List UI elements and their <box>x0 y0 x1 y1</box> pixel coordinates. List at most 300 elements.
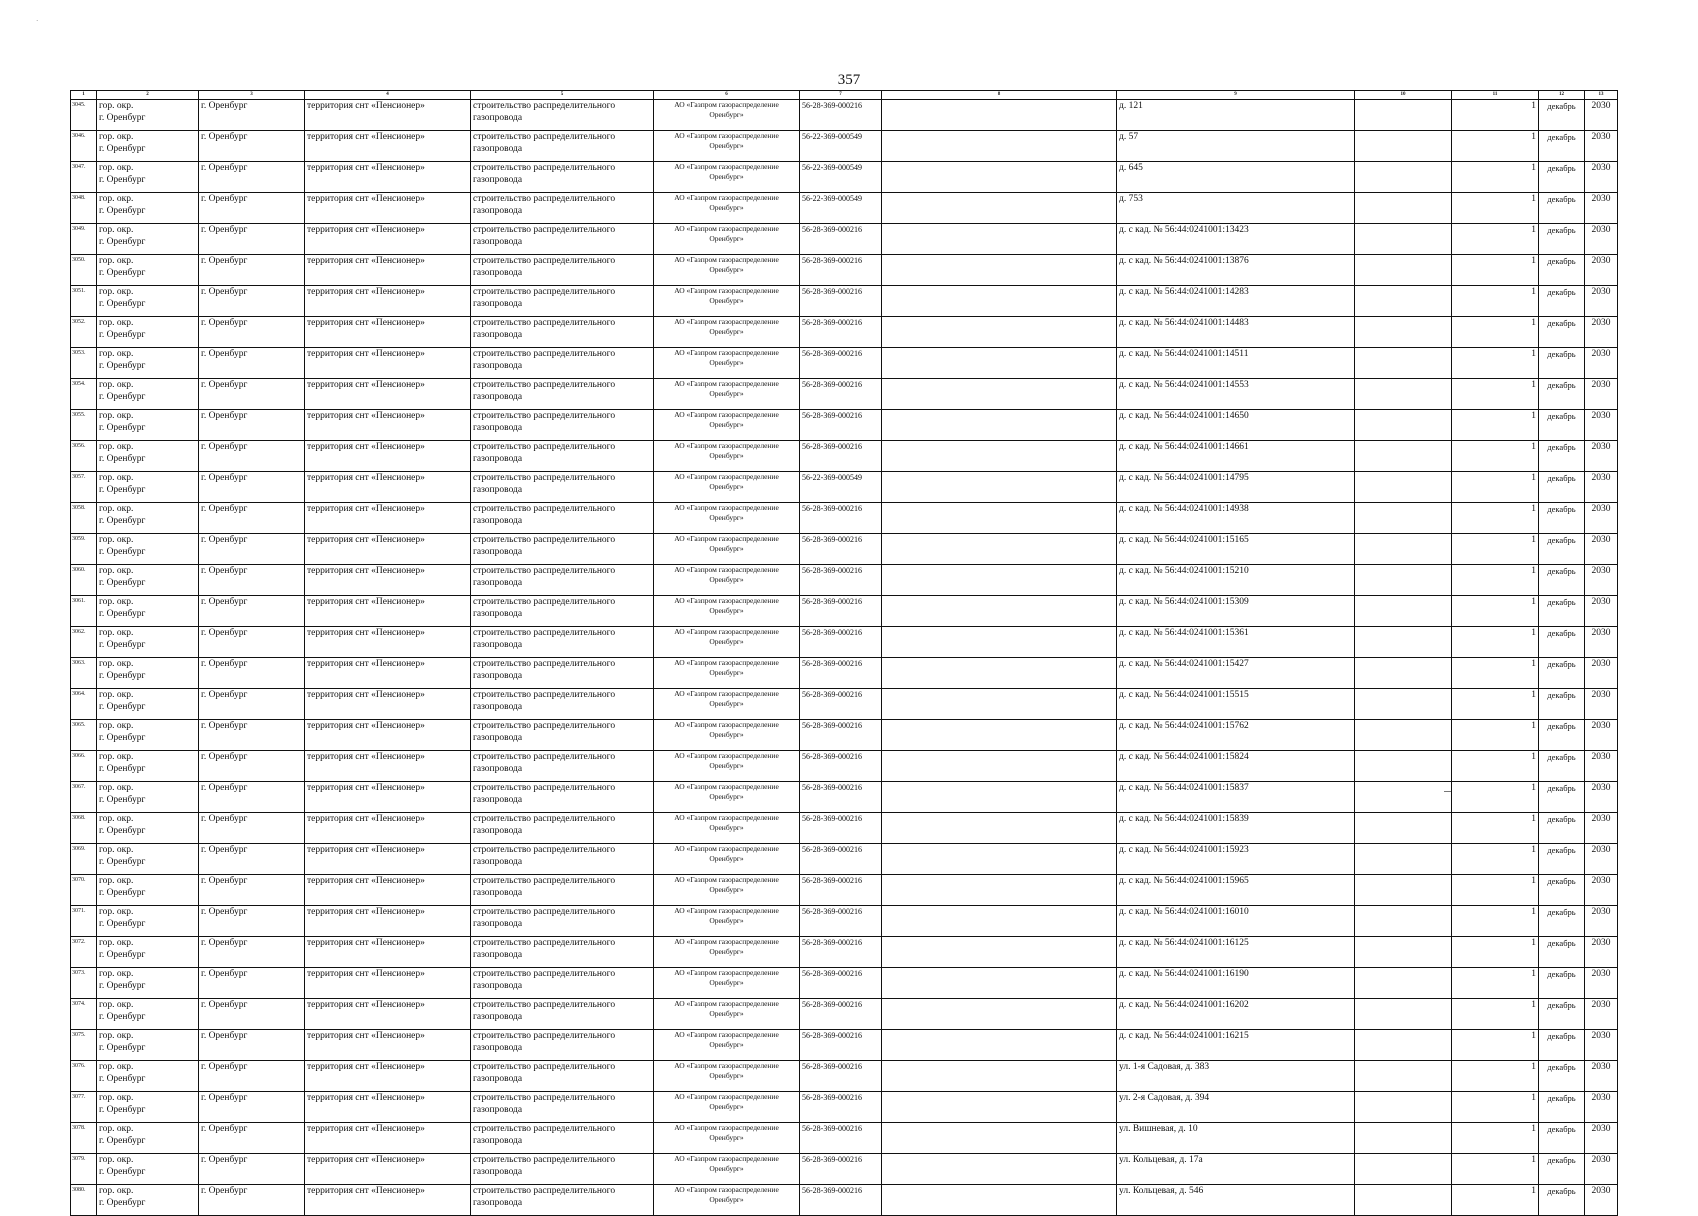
address-cell-text: д. с кад. № 56:44:0241001:14553 <box>1119 380 1249 390</box>
row-number <box>71 1154 97 1185</box>
owner-cell-text: АО «Газпром газораспределение <box>674 906 779 915</box>
year-cell <box>1585 689 1618 720</box>
row-number-text: 3057. <box>72 474 86 480</box>
year-cell-text: 2030 <box>1591 473 1611 483</box>
month-cell <box>1539 1123 1585 1154</box>
purpose-cell-text: строительство распределительного <box>473 163 616 173</box>
purpose-cell-text: строительство распределительного <box>473 473 616 483</box>
purpose-cell <box>471 286 654 317</box>
month-cell-text: декабрь <box>1547 163 1576 173</box>
purpose-cell <box>471 999 654 1030</box>
month-cell-text: декабрь <box>1547 1062 1576 1072</box>
column-10-cell <box>1355 906 1452 937</box>
row-number <box>71 193 97 224</box>
purpose-cell-text: газопровода <box>473 1012 523 1022</box>
year-cell-text: 2030 <box>1591 1186 1611 1196</box>
address-cell <box>1117 472 1355 503</box>
plot-cell <box>882 968 1117 999</box>
owner-cell-text: АО «Газпром газораспределение <box>674 162 779 171</box>
district-cell-text: гор. окр. <box>99 1031 134 1041</box>
territory-cell <box>305 751 471 782</box>
owner-cell <box>654 627 800 658</box>
address-cell <box>1117 1030 1355 1061</box>
purpose-cell <box>471 410 654 441</box>
quantity-cell-text: 1 <box>1531 938 1536 948</box>
owner-cell <box>654 286 800 317</box>
district-cell-text: г. Оренбург <box>99 547 146 557</box>
owner-cell <box>654 1123 800 1154</box>
code-cell <box>800 100 882 131</box>
column-header: 3 <box>199 91 305 100</box>
code-cell <box>800 968 882 999</box>
quantity-cell-text: 1 <box>1531 1186 1536 1196</box>
month-cell <box>1539 131 1585 162</box>
month-cell <box>1539 782 1585 813</box>
territory-cell <box>305 844 471 875</box>
owner-cell <box>654 224 800 255</box>
settlement-cell-text: г. Оренбург <box>201 318 248 328</box>
purpose-cell <box>471 1061 654 1092</box>
row-number-text: 3076. <box>72 1063 86 1069</box>
quantity-cell-text: 1 <box>1531 256 1536 266</box>
owner-cell <box>654 751 800 782</box>
settlement-cell <box>199 906 305 937</box>
settlement-cell <box>199 813 305 844</box>
year-cell-text: 2030 <box>1591 349 1611 359</box>
month-cell-text: декабрь <box>1547 411 1576 421</box>
code-cell-text: 56-28-369-000216 <box>802 1124 862 1133</box>
quantity-cell <box>1452 348 1539 379</box>
owner-cell-text: Оренбург» <box>709 544 744 553</box>
column-number-row <box>71 91 1618 100</box>
code-cell-text: 56-28-369-000216 <box>802 504 862 513</box>
quantity-cell <box>1452 627 1539 658</box>
year-cell <box>1585 255 1618 286</box>
plot-cell <box>882 1030 1117 1061</box>
quantity-cell <box>1452 317 1539 348</box>
row-number <box>71 503 97 534</box>
owner-cell <box>654 1030 800 1061</box>
year-cell-text: 2030 <box>1591 1031 1611 1041</box>
month-cell-text: декабрь <box>1547 318 1576 328</box>
owner-cell-text: АО «Газпром газораспределение <box>674 472 779 481</box>
table-row <box>71 875 1618 906</box>
quantity-cell-text: 1 <box>1531 380 1536 390</box>
owner-cell <box>654 255 800 286</box>
district-cell-text: г. Оренбург <box>99 175 146 185</box>
purpose-cell <box>471 937 654 968</box>
month-cell-text: декабрь <box>1547 783 1576 793</box>
owner-cell-text: АО «Газпром газораспределение <box>674 441 779 450</box>
territory-cell-text: территория снт «Пенсионер» <box>307 1155 425 1165</box>
column-10-cell <box>1355 813 1452 844</box>
owner-cell <box>654 875 800 906</box>
code-cell <box>800 193 882 224</box>
column-10-cell <box>1355 689 1452 720</box>
purpose-cell <box>471 720 654 751</box>
address-cell <box>1117 689 1355 720</box>
district-cell <box>97 844 199 875</box>
owner-cell-text: Оренбург» <box>709 203 744 212</box>
column-10-cell <box>1355 162 1452 193</box>
owner-cell-text: Оренбург» <box>709 575 744 584</box>
month-cell-text: декабрь <box>1547 845 1576 855</box>
plot-cell <box>882 472 1117 503</box>
owner-cell-text: АО «Газпром газораспределение <box>674 1123 779 1132</box>
month-cell <box>1539 503 1585 534</box>
code-cell-text: 56-28-369-000216 <box>802 845 862 854</box>
purpose-cell <box>471 751 654 782</box>
month-cell <box>1539 844 1585 875</box>
purpose-cell-text: газопровода <box>473 361 523 371</box>
settlement-cell-text: г. Оренбург <box>201 535 248 545</box>
district-cell <box>97 689 199 720</box>
territory-cell-text: территория снт «Пенсионер» <box>307 1000 425 1010</box>
purpose-cell-text: строительство распределительного <box>473 504 616 514</box>
district-cell <box>97 627 199 658</box>
table-row <box>71 1123 1618 1154</box>
settlement-cell <box>199 472 305 503</box>
address-cell <box>1117 968 1355 999</box>
district-cell-text: г. Оренбург <box>99 361 146 371</box>
district-cell-text: г. Оренбург <box>99 1167 146 1177</box>
territory-cell-text: территория снт «Пенсионер» <box>307 969 425 979</box>
district-cell <box>97 875 199 906</box>
purpose-cell <box>471 906 654 937</box>
year-cell-text: 2030 <box>1591 225 1611 235</box>
settlement-cell <box>199 658 305 689</box>
column-10-cell <box>1355 1030 1452 1061</box>
owner-cell <box>654 348 800 379</box>
year-cell <box>1585 379 1618 410</box>
month-cell <box>1539 224 1585 255</box>
purpose-cell-text: газопровода <box>473 392 523 402</box>
address-cell <box>1117 565 1355 596</box>
month-cell <box>1539 658 1585 689</box>
district-cell-text: г. Оренбург <box>99 516 146 526</box>
owner-cell-text: Оренбург» <box>709 451 744 460</box>
settlement-cell <box>199 224 305 255</box>
column-header: 7 <box>800 91 882 100</box>
district-cell-text: г. Оренбург <box>99 392 146 402</box>
year-cell <box>1585 875 1618 906</box>
purpose-cell-text: газопровода <box>473 1167 523 1177</box>
address-cell-text: д. с кад. № 56:44:0241001:15824 <box>1119 752 1249 762</box>
month-cell-text: декабрь <box>1547 721 1576 731</box>
table-row <box>71 689 1618 720</box>
year-cell <box>1585 534 1618 565</box>
column-10-cell <box>1355 658 1452 689</box>
table-row <box>71 658 1618 689</box>
code-cell-text: 56-22-369-000549 <box>802 163 862 172</box>
quantity-cell-text: 1 <box>1531 194 1536 204</box>
purpose-cell-text: строительство распределительного <box>473 318 616 328</box>
owner-cell-text: Оренбург» <box>709 637 744 646</box>
district-cell <box>97 782 199 813</box>
territory-cell <box>305 1061 471 1092</box>
plot-cell <box>882 348 1117 379</box>
plot-cell <box>882 255 1117 286</box>
owner-cell <box>654 503 800 534</box>
territory-cell-text: территория снт «Пенсионер» <box>307 1031 425 1041</box>
address-cell <box>1117 1185 1355 1216</box>
code-cell-text: 56-28-369-000216 <box>802 318 862 327</box>
year-cell <box>1585 658 1618 689</box>
purpose-cell-text: газопровода <box>473 144 523 154</box>
owner-cell-text: АО «Газпром газораспределение <box>674 534 779 543</box>
code-cell <box>800 999 882 1030</box>
district-cell-text: г. Оренбург <box>99 702 146 712</box>
purpose-cell-text: газопровода <box>473 764 523 774</box>
purpose-cell-text: строительство распределительного <box>473 1062 616 1072</box>
settlement-cell-text: г. Оренбург <box>201 721 248 731</box>
code-cell-text: 56-28-369-000216 <box>802 721 862 730</box>
plot-cell <box>882 658 1117 689</box>
row-number-text: 3072. <box>72 939 86 945</box>
table-row <box>71 441 1618 472</box>
quantity-cell-text: 1 <box>1531 659 1536 669</box>
district-cell-text: гор. окр. <box>99 907 134 917</box>
column-header: 9 <box>1117 91 1355 100</box>
month-cell-text: декабрь <box>1547 566 1576 576</box>
district-cell-text: гор. окр. <box>99 1000 134 1010</box>
row-number-text: 3055. <box>72 412 86 418</box>
row-number-text: 3071. <box>72 908 86 914</box>
settlement-cell <box>199 162 305 193</box>
owner-cell <box>654 937 800 968</box>
row-number-text: 3070. <box>72 877 86 883</box>
district-cell <box>97 317 199 348</box>
year-cell <box>1585 472 1618 503</box>
district-cell <box>97 1154 199 1185</box>
code-cell-text: 56-28-369-000216 <box>802 876 862 885</box>
row-number <box>71 317 97 348</box>
district-cell <box>97 193 199 224</box>
territory-cell <box>305 565 471 596</box>
owner-cell-text: АО «Газпром газораспределение <box>674 1092 779 1101</box>
purpose-cell <box>471 224 654 255</box>
code-cell-text: 56-28-369-000216 <box>802 566 862 575</box>
column-header: 10 <box>1355 91 1452 100</box>
territory-cell-text: территория снт «Пенсионер» <box>307 101 425 111</box>
settlement-cell-text: г. Оренбург <box>201 411 248 421</box>
address-cell <box>1117 162 1355 193</box>
address-cell <box>1117 782 1355 813</box>
territory-cell-text: территория снт «Пенсионер» <box>307 1093 425 1103</box>
purpose-cell-text: газопровода <box>473 547 523 557</box>
year-cell-text: 2030 <box>1591 845 1611 855</box>
row-number-text: 3053. <box>72 350 86 356</box>
year-cell-text: 2030 <box>1591 628 1611 638</box>
month-cell <box>1539 937 1585 968</box>
owner-cell-text: АО «Газпром газораспределение <box>674 627 779 636</box>
purpose-cell-text: газопровода <box>473 888 523 898</box>
district-cell-text: гор. окр. <box>99 380 134 390</box>
month-cell-text: декабрь <box>1547 287 1576 297</box>
code-cell <box>800 689 882 720</box>
territory-cell-text: территория снт «Пенсионер» <box>307 380 425 390</box>
settlement-cell-text: г. Оренбург <box>201 566 248 576</box>
district-cell-text: г. Оренбург <box>99 113 146 123</box>
purpose-cell <box>471 813 654 844</box>
territory-cell <box>305 255 471 286</box>
quantity-cell <box>1452 379 1539 410</box>
column-10-cell <box>1355 131 1452 162</box>
table-row <box>71 255 1618 286</box>
district-cell-text: г. Оренбург <box>99 1074 146 1084</box>
row-number-text: 3060. <box>72 567 86 573</box>
table-row <box>71 844 1618 875</box>
quantity-cell-text: 1 <box>1531 907 1536 917</box>
plot-cell <box>882 875 1117 906</box>
year-cell-text: 2030 <box>1591 1155 1611 1165</box>
table-row <box>71 162 1618 193</box>
district-cell-text: гор. окр. <box>99 1155 134 1165</box>
address-cell <box>1117 441 1355 472</box>
row-number-text: 3067. <box>72 784 86 790</box>
month-cell-text: декабрь <box>1547 814 1576 824</box>
owner-cell-text: Оренбург» <box>709 1133 744 1142</box>
row-number <box>71 782 97 813</box>
quantity-cell-text: 1 <box>1531 597 1536 607</box>
owner-cell <box>654 906 800 937</box>
purpose-cell-text: строительство распределительного <box>473 783 616 793</box>
purpose-cell <box>471 627 654 658</box>
district-cell-text: г. Оренбург <box>99 795 146 805</box>
code-cell <box>800 1154 882 1185</box>
month-cell <box>1539 689 1585 720</box>
column-10-cell <box>1355 1061 1452 1092</box>
month-cell-text: декабрь <box>1547 1155 1576 1165</box>
settlement-cell <box>199 689 305 720</box>
district-cell-text: гор. окр. <box>99 1062 134 1072</box>
quantity-cell <box>1452 472 1539 503</box>
table-row <box>71 999 1618 1030</box>
purpose-cell-text: строительство распределительного <box>473 845 616 855</box>
year-cell <box>1585 410 1618 441</box>
quantity-cell-text: 1 <box>1531 1093 1536 1103</box>
owner-cell-text: Оренбург» <box>709 420 744 429</box>
district-cell-text: гор. окр. <box>99 318 134 328</box>
column-10-cell <box>1355 379 1452 410</box>
month-cell-text: декабрь <box>1547 1000 1576 1010</box>
year-cell-text: 2030 <box>1591 287 1611 297</box>
district-cell-text: г. Оренбург <box>99 950 146 960</box>
address-cell-text: д. с кад. № 56:44:0241001:14661 <box>1119 442 1249 452</box>
owner-cell-text: Оренбург» <box>709 1164 744 1173</box>
year-cell-text: 2030 <box>1591 969 1611 979</box>
year-cell <box>1585 224 1618 255</box>
year-cell-text: 2030 <box>1591 1093 1611 1103</box>
purpose-cell <box>471 689 654 720</box>
quantity-cell-text: 1 <box>1531 1000 1536 1010</box>
address-cell <box>1117 317 1355 348</box>
code-cell-text: 56-28-369-000216 <box>802 1062 862 1071</box>
settlement-cell-text: г. Оренбург <box>201 1186 248 1196</box>
territory-cell-text: территория снт «Пенсионер» <box>307 845 425 855</box>
territory-cell-text: территория снт «Пенсионер» <box>307 225 425 235</box>
year-cell <box>1585 317 1618 348</box>
quantity-cell-text: 1 <box>1531 1155 1536 1165</box>
year-cell-text: 2030 <box>1591 1000 1611 1010</box>
district-cell-text: гор. окр. <box>99 132 134 142</box>
table-row <box>71 1030 1618 1061</box>
purpose-cell-text: строительство распределительного <box>473 938 616 948</box>
district-cell-text: гор. окр. <box>99 1124 134 1134</box>
territory-cell-text: территория снт «Пенсионер» <box>307 535 425 545</box>
owner-cell <box>654 1185 800 1216</box>
district-cell-text: г. Оренбург <box>99 764 146 774</box>
territory-cell <box>305 906 471 937</box>
purpose-cell-text: строительство распределительного <box>473 907 616 917</box>
month-cell <box>1539 1092 1585 1123</box>
row-number-text: 3051. <box>72 288 86 294</box>
purpose-cell-text: газопровода <box>473 454 523 464</box>
month-cell <box>1539 472 1585 503</box>
address-cell <box>1117 751 1355 782</box>
address-cell-text: д. с кад. № 56:44:0241001:16202 <box>1119 1000 1249 1010</box>
purpose-cell-text: строительство распределительного <box>473 256 616 266</box>
purpose-cell-text: газопровода <box>473 609 523 619</box>
code-cell <box>800 348 882 379</box>
year-cell-text: 2030 <box>1591 318 1611 328</box>
purpose-cell-text: строительство распределительного <box>473 1000 616 1010</box>
settlement-cell <box>199 534 305 565</box>
row-number-text: 3064. <box>72 691 86 697</box>
owner-cell <box>654 813 800 844</box>
row-number-text: 3047. <box>72 164 86 170</box>
territory-cell-text: территория снт «Пенсионер» <box>307 163 425 173</box>
territory-cell-text: территория снт «Пенсионер» <box>307 783 425 793</box>
settlement-cell <box>199 348 305 379</box>
month-cell-text: декабрь <box>1547 597 1576 607</box>
owner-cell-text: АО «Газпром газораспределение <box>674 410 779 419</box>
owner-cell-text: АО «Газпром газораспределение <box>674 689 779 698</box>
territory-cell <box>305 348 471 379</box>
code-cell-text: 56-28-369-000216 <box>802 783 862 792</box>
settlement-cell-text: г. Оренбург <box>201 907 248 917</box>
code-cell-text: 56-28-369-000216 <box>802 907 862 916</box>
owner-cell <box>654 1092 800 1123</box>
row-number-text: 3059. <box>72 536 86 542</box>
row-number <box>71 875 97 906</box>
settlement-cell <box>199 410 305 441</box>
code-cell <box>800 410 882 441</box>
purpose-cell-text: строительство распределительного <box>473 194 616 204</box>
year-cell-text: 2030 <box>1591 659 1611 669</box>
territory-cell <box>305 1185 471 1216</box>
code-cell-text: 56-22-369-000549 <box>802 132 862 141</box>
district-cell-text: г. Оренбург <box>99 423 146 433</box>
table-row <box>71 1092 1618 1123</box>
owner-cell <box>654 720 800 751</box>
territory-cell <box>305 782 471 813</box>
row-number-text: 3052. <box>72 319 86 325</box>
year-cell <box>1585 751 1618 782</box>
month-cell <box>1539 627 1585 658</box>
district-cell-text: гор. окр. <box>99 194 134 204</box>
territory-cell-text: территория снт «Пенсионер» <box>307 752 425 762</box>
plot-cell <box>882 193 1117 224</box>
address-cell-text: д. с кад. № 56:44:0241001:15762 <box>1119 721 1249 731</box>
owner-cell-text: Оренбург» <box>709 668 744 677</box>
purpose-cell-text: газопровода <box>473 671 523 681</box>
plot-cell <box>882 1154 1117 1185</box>
month-cell <box>1539 906 1585 937</box>
settlement-cell-text: г. Оренбург <box>201 845 248 855</box>
settlement-cell-text: г. Оренбург <box>201 256 248 266</box>
district-cell <box>97 379 199 410</box>
